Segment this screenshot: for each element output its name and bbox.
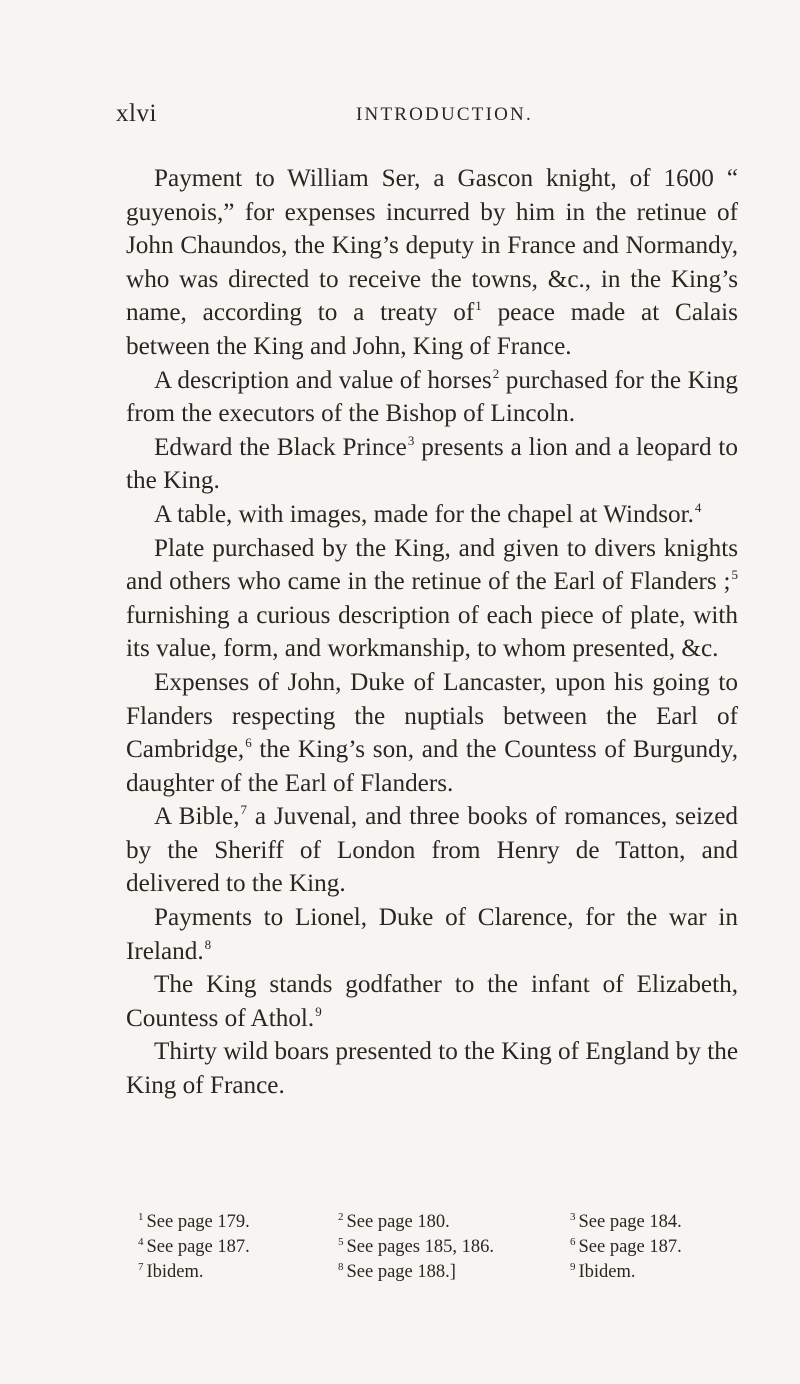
footnote — [138, 1210, 250, 1235]
entry-paragraph — [126, 364, 738, 431]
entry-paragraph — [126, 498, 738, 532]
entry-paragraph — [126, 968, 738, 1035]
footnote — [570, 1260, 682, 1285]
footnote-text: See page 188.] — [346, 1262, 456, 1282]
footnote-column — [138, 1210, 250, 1285]
footnote-text: See page 187. — [578, 1237, 682, 1257]
footnote-marker: 5 — [731, 567, 738, 583]
entry-paragraph — [126, 162, 738, 364]
footnote-marker: 2 — [492, 365, 500, 381]
footnote-text: See pages 185, 186. — [346, 1237, 494, 1257]
footnote-number: 9 — [570, 1261, 576, 1273]
entry-text: the King’s son, and the Countess of Burgundy, daughter of the Earl of Flanders. — [126, 736, 738, 797]
entry-text: purchased for the King from the executors of the Bishop of Lincoln. — [126, 366, 739, 428]
footnote — [338, 1235, 494, 1260]
footnote — [138, 1260, 250, 1285]
footnote-text: See page 180. — [346, 1212, 450, 1232]
footnote-marker: 1 — [475, 298, 482, 314]
entry-text: Plate purchased by the King, and given to divers knights and others who came in the retinue of the Earl of Flanders ; — [126, 534, 738, 596]
entry-text: a Juvenal, and three books of romances, seized by the Sheriff of London from Henry de Tatton, and delivered to the King. — [126, 803, 739, 898]
entry-paragraph — [126, 901, 738, 968]
footnote-number: 3 — [570, 1211, 576, 1223]
footnote-text: See page 179. — [146, 1212, 250, 1232]
entry-paragraph — [126, 431, 738, 498]
footnote-number: 4 — [138, 1236, 144, 1248]
entry-text: Expenses of John, Duke of Lancaster, upon his going to Flanders respecting the nuptials between the Earl of Cambridge, — [126, 668, 738, 764]
footnote-text: See page 184. — [578, 1212, 682, 1232]
footnote-marker: 4 — [694, 499, 702, 515]
page-number: xlvi — [116, 100, 157, 127]
footnote — [138, 1235, 250, 1260]
entry-text: peace made at Calais between the King and John, King of France. — [126, 299, 738, 360]
entry-text: A table, with images, made for the chapel at Windsor. — [154, 500, 694, 528]
page-header — [116, 100, 736, 140]
entry-paragraph — [126, 532, 738, 666]
footnote-marker: 9 — [315, 1003, 322, 1019]
footnote-column — [570, 1210, 682, 1285]
entry-text: A description and value of horses — [154, 366, 492, 394]
footnote — [338, 1260, 494, 1285]
footnote-number: 6 — [570, 1236, 576, 1248]
entry-text: A Bible, — [154, 803, 240, 831]
footnote-number: 7 — [138, 1261, 144, 1273]
entry-paragraph — [126, 1035, 738, 1102]
footnote-text: Ibidem. — [578, 1262, 636, 1282]
footnote-column — [338, 1210, 494, 1285]
entry-paragraph — [126, 666, 738, 800]
footnote-marker: 7 — [240, 802, 248, 818]
body-text — [126, 162, 738, 1103]
footnote — [570, 1235, 682, 1260]
footnote — [338, 1210, 494, 1235]
footnote-number: 8 — [338, 1261, 344, 1273]
footnote-marker: 6 — [245, 735, 252, 751]
entry-text: Edward the Black Prince — [154, 433, 407, 461]
entry-paragraph — [126, 800, 738, 901]
entry-text: presents a lion and a leopard to the King. — [126, 433, 739, 495]
entry-text: Payments to Lionel, Duke of Clarence, for the war in Ireland. — [126, 904, 738, 965]
entry-text: The King stands godfather to the infant of Elizabeth, Countess of Athol. — [126, 971, 738, 1032]
entry-text: Thirty wild boars presented to the King of England by the King of France. — [126, 1038, 738, 1100]
footnote-text: See page 187. — [146, 1237, 250, 1257]
footnote-number: 5 — [338, 1236, 344, 1248]
footnote — [570, 1210, 682, 1235]
footnote-marker: 8 — [204, 936, 212, 952]
running-head: INTRODUCTION. — [356, 104, 533, 125]
footnote-number: 1 — [138, 1211, 144, 1223]
footnote-number: 2 — [338, 1211, 344, 1223]
entry-text: Payment to William Ser, a Gascon knight, of 1600 “ guyenois,” for expenses incurred by him in the retinue of John Chaundos, the King’s deputy in France and Normandy, who was directed to receive the towns, &c., in the King’s name, according to a treaty of — [126, 165, 738, 327]
footnote-marker: 3 — [407, 432, 415, 448]
footnote-text: Ibidem. — [146, 1262, 204, 1282]
entry-text: furnishing a curious description of each piece of plate, with its value, form, and workmanship, to whom presented, &c. — [126, 601, 738, 663]
